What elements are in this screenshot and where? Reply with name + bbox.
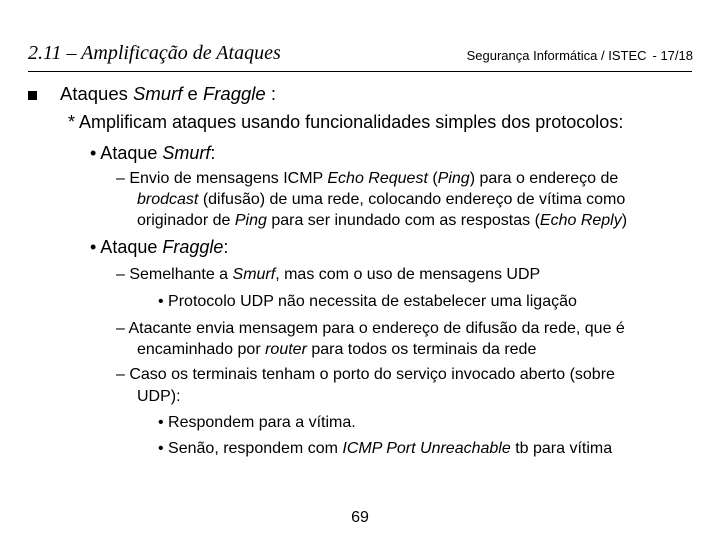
page-number: 69: [351, 509, 369, 526]
fraggle-point-1: – Semelhante a Smurf, mas com o uso de mensagens UDP: [116, 266, 541, 283]
fraggle-subpoint-udp: • Protocolo UDP não necessita de estabelecer uma ligação: [158, 293, 577, 310]
smurf-description-line-1: – Envio de mensagens ICMP Echo Request (Ping) para o endereço de: [116, 170, 619, 187]
fraggle-subpoint-respond: • Respondem para a vítima.: [158, 414, 356, 431]
slide-reference: - 17/18: [652, 48, 693, 63]
smurf-label: • Ataque Smurf:: [90, 143, 216, 163]
square-bullet-icon: [28, 91, 37, 100]
heading-attacks: Ataques Smurf e Fraggle :: [60, 83, 276, 104]
course-name: Segurança Informática / ISTEC: [466, 48, 647, 63]
subheading-amplification: * Amplificam ataques usando funcionalidades simples dos protocolos:: [68, 112, 624, 132]
fraggle-point-3-cont: UDP):: [137, 388, 181, 405]
course-meta: [467, 48, 693, 63]
fraggle-point-2: – Atacante envia mensagem para o endereço de difusão da rede, que é: [116, 320, 625, 337]
slide-title: 2.11 – Amplificação de Ataques: [28, 42, 281, 64]
header-divider: [28, 71, 692, 72]
fraggle-subpoint-else: • Senão, respondem com ICMP Port Unreachable tb para vítima: [158, 440, 613, 457]
smurf-description-line-2: brodcast (difusão) de uma rede, colocando endereço de vítima como: [137, 191, 626, 208]
smurf-description-line-3: originador de Ping para ser inundado com as respostas (Echo Reply): [137, 212, 628, 229]
fraggle-point-2-cont: encaminhado por router para todos os terminais da rede: [137, 341, 537, 358]
fraggle-label: • Ataque Fraggle:: [90, 237, 229, 257]
fraggle-point-3: – Caso os terminais tenham o porto do serviço invocado aberto (sobre: [116, 366, 615, 383]
